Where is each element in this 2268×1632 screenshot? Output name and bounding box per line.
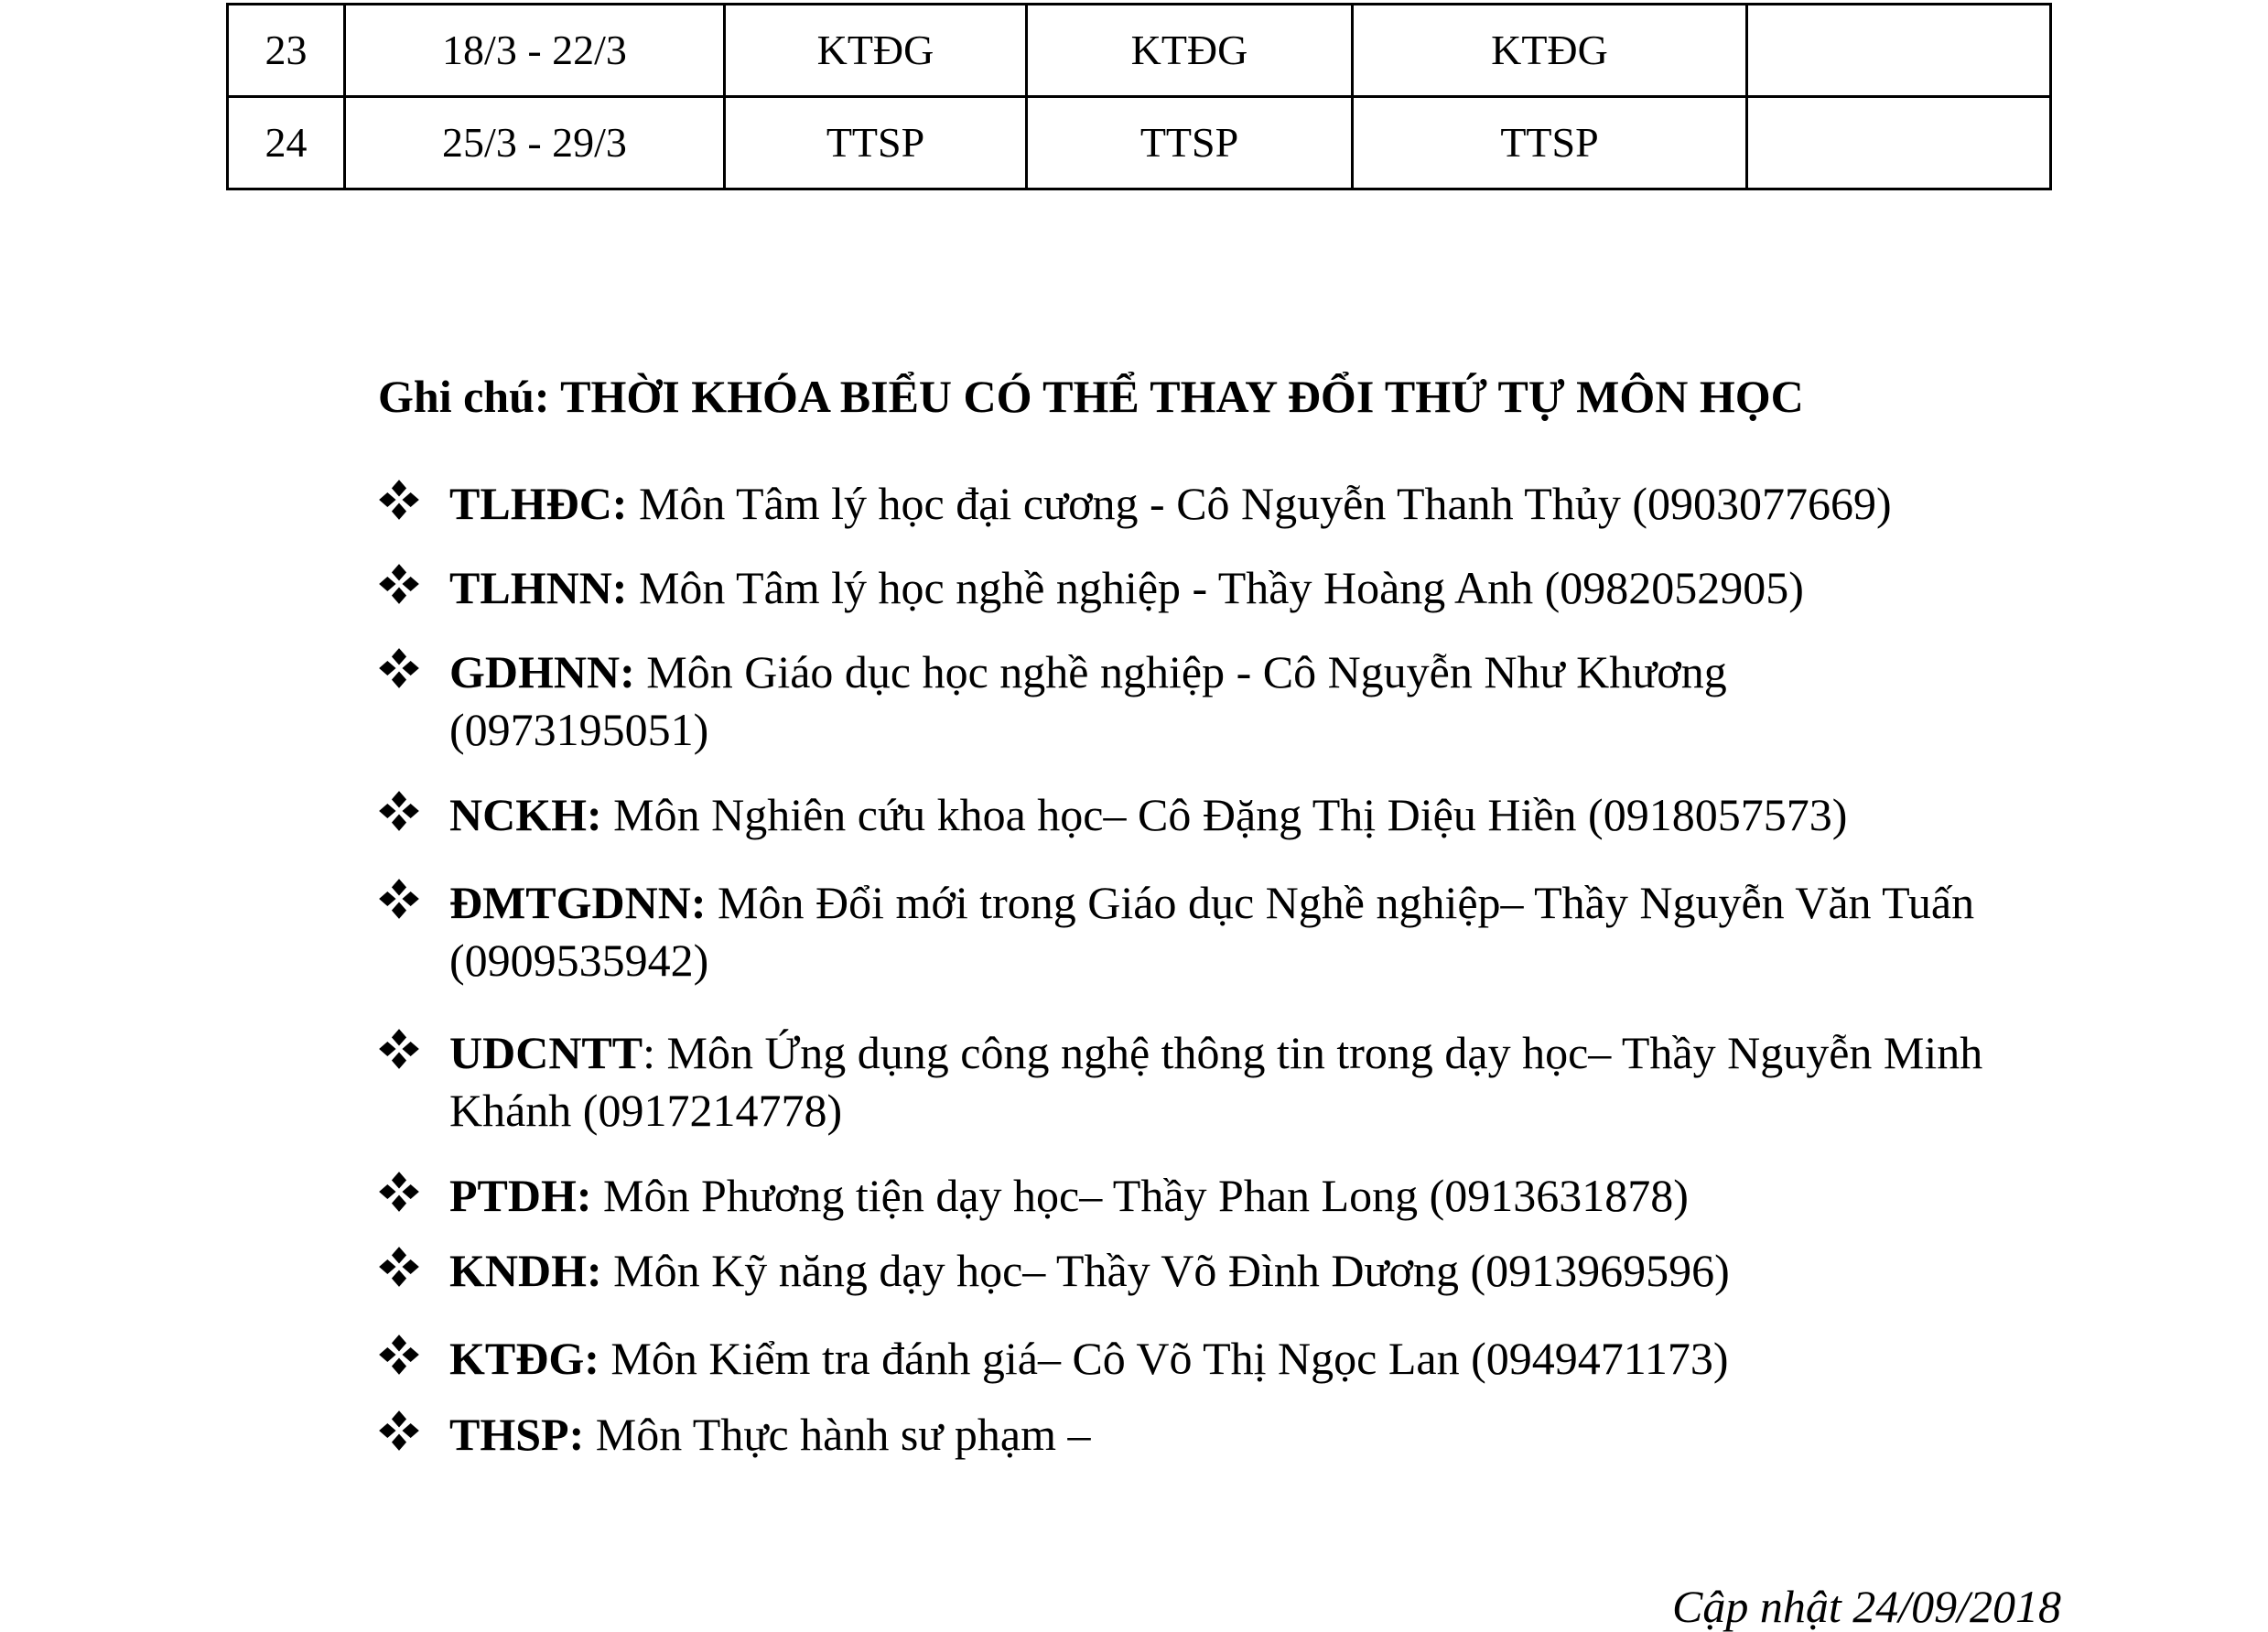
table-row [228,97,2051,189]
subject-code: THSP: [449,1409,585,1460]
subject-description: Môn Đổi mới trong Giáo dục Nghề nghiệp– Thầy Nguyễn Văn Tuấn (0909535942) [449,877,1975,986]
subject-description: Môn Thực hành sư phạm – [584,1409,1091,1460]
subject-cell: TTSP [1027,97,1353,189]
week-cell: 24 [228,97,345,189]
subject-description: Môn Tâm lý học đại cương - Cô Nguyễn Thanh Thủy (0903077669) [627,478,1892,529]
subject-cell: KTĐG [1353,5,1747,97]
subject-cell: TTSP [725,97,1027,189]
four-diamond-bullet-icon [378,563,424,609]
subject-cell: KTĐG [725,5,1027,97]
list-item [378,1167,2025,1225]
subject-code: UDCNTT [449,1027,643,1078]
subject-code: PTDH: [449,1170,592,1221]
subject-code: TLHNN: [449,562,628,613]
empty-cell [1747,5,2051,97]
subject-description: Môn Giáo dục học nghề nghiệp - Cô Nguyễn Như Khương (0973195051) [449,646,1727,755]
four-diamond-bullet-icon [378,878,424,924]
subject-description: Môn Kỹ năng dạy học– Thầy Võ Đình Dương (0913969596) [601,1245,1730,1296]
list-item [378,1242,2025,1300]
subject-code: TLHĐC: [449,478,628,529]
subject-description: Môn Kiểm tra đánh giá– Cô Võ Thị Ngọc Lan (0949471173) [599,1333,1729,1384]
table-row [228,5,2051,97]
week-cell: 23 [228,5,345,97]
list-item [378,874,2025,989]
schedule-table [226,3,2052,190]
subject-description: Môn Phương tiện dạy học– Thầy Phan Long (0913631878) [591,1170,1689,1221]
subject-cell: TTSP [1353,97,1747,189]
subject-code: GDHNN: [449,646,635,697]
last-updated-text: Cập nhật 24/09/2018 [1671,1581,2061,1632]
subject-description: Môn Nghiên cứu khoa học– Cô Đặng Thị Diệu Hiền (0918057573) [601,789,1848,840]
four-diamond-bullet-icon [378,1246,424,1292]
list-item [378,475,2025,533]
four-diamond-bullet-icon [378,1028,424,1074]
four-diamond-bullet-icon [378,1171,424,1216]
subject-code: KTĐG: [449,1333,599,1384]
notes-title: Ghi chú: THỜI KHÓA BIỂU CÓ THỂ THAY ĐỔI THỨ TỰ MÔN HỌC [378,371,1804,422]
list-item [378,1330,2025,1388]
list-item [378,643,2025,759]
subject-code: ĐMTGDNN: [449,877,707,928]
subject-code: NCKH: [449,789,602,840]
date-range-cell: 18/3 - 22/3 [345,5,725,97]
four-diamond-bullet-icon [378,479,424,524]
subject-description: : Môn Ứng dụng công nghệ thông tin trong dạy học– Thầy Nguyễn Minh Khánh (0917214778) [449,1027,1983,1136]
list-item [378,1406,2025,1464]
empty-cell [1747,97,2051,189]
four-diamond-bullet-icon [378,1410,424,1455]
subject-code: KNDH: [449,1245,602,1296]
date-range-cell: 25/3 - 29/3 [345,97,725,189]
list-item [378,559,2025,617]
four-diamond-bullet-icon [378,790,424,836]
four-diamond-bullet-icon [378,647,424,693]
subject-cell: KTĐG [1027,5,1353,97]
list-item [378,1024,2025,1140]
subject-description: Môn Tâm lý học nghề nghiệp - Thầy Hoàng Anh (0982052905) [627,562,1804,613]
list-item [378,786,2025,844]
four-diamond-bullet-icon [378,1334,424,1379]
